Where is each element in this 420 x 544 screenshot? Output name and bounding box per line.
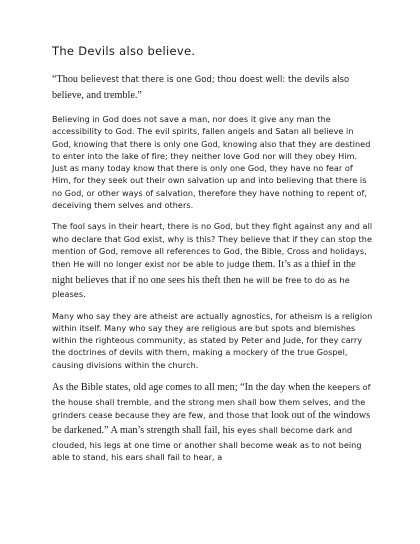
paragraph-2-part-3: he will be free to do as he pleases. (52, 274, 350, 300)
paragraph-4-part-1: As the Bible states, old age comes to all men; “In the day when the (52, 382, 326, 394)
paragraph-3: Many who say they are atheist are actually agnostics, for atheism is a religion within itself. Many who say they are religious are but spots and blemishes within the righteous community, as stated by Peter and Jude, for they carry the doctrines of devils with them, making a mockery of the true Gospel, causing divisions within the church. (52, 310, 373, 370)
paragraph-4-part-3: look out of the windows be darkened.” A man’s strength shall fail, his (52, 409, 371, 437)
paragraph-4-part-2: keepers of the house shall tremble, and the strong men shall bow them selves, and the grinders cease because they are few, and those that (52, 382, 371, 420)
paragraph-2-part-2: them. It’s as a thief in the night believes that if no one sees his theft then (52, 259, 356, 286)
scripture-quote (52, 72, 374, 103)
paragraph-2 (52, 220, 374, 300)
paragraph-4 (52, 380, 374, 463)
document-title: The Devils also believe. (52, 44, 196, 58)
paragraph-4-part-4: eyes shall become dark and clouded, his legs at one time or another shall become weak as to not being able to stand, his ears shall fail to hear, a (52, 425, 362, 463)
paragraph-1: Believing in God does not save a man, nor does it give any man the accessibility to God. The evil spirits, fallen angels and Satan all believe in God, knowing that there is only one God, knowing also that they are destined to enter into the lake of fire; they neither love God nor will they obey Him. Just as many today know that there is only one God, they have no fear of Him, for they seek out their own salvation up and into believing that there is no God, or other ways of salvation, therefore they have nothing to repent of, deceiving them selves and others. (52, 114, 371, 211)
quote-close: believe, and tremble.” (52, 89, 142, 101)
quote-body: believest that there is one God; thou doest well: the devils also (80, 74, 350, 84)
quote-open: “Thou (52, 74, 81, 85)
paragraph-2-part-1: The fool says in their heart, there is no God, but they fight against any and all who declare that God exist, why is this? They believe that if they can stop the mention of God, remove all references to God, the Bible, Cross and holidays, then He will no longer exist nor be able to judge (52, 221, 373, 270)
